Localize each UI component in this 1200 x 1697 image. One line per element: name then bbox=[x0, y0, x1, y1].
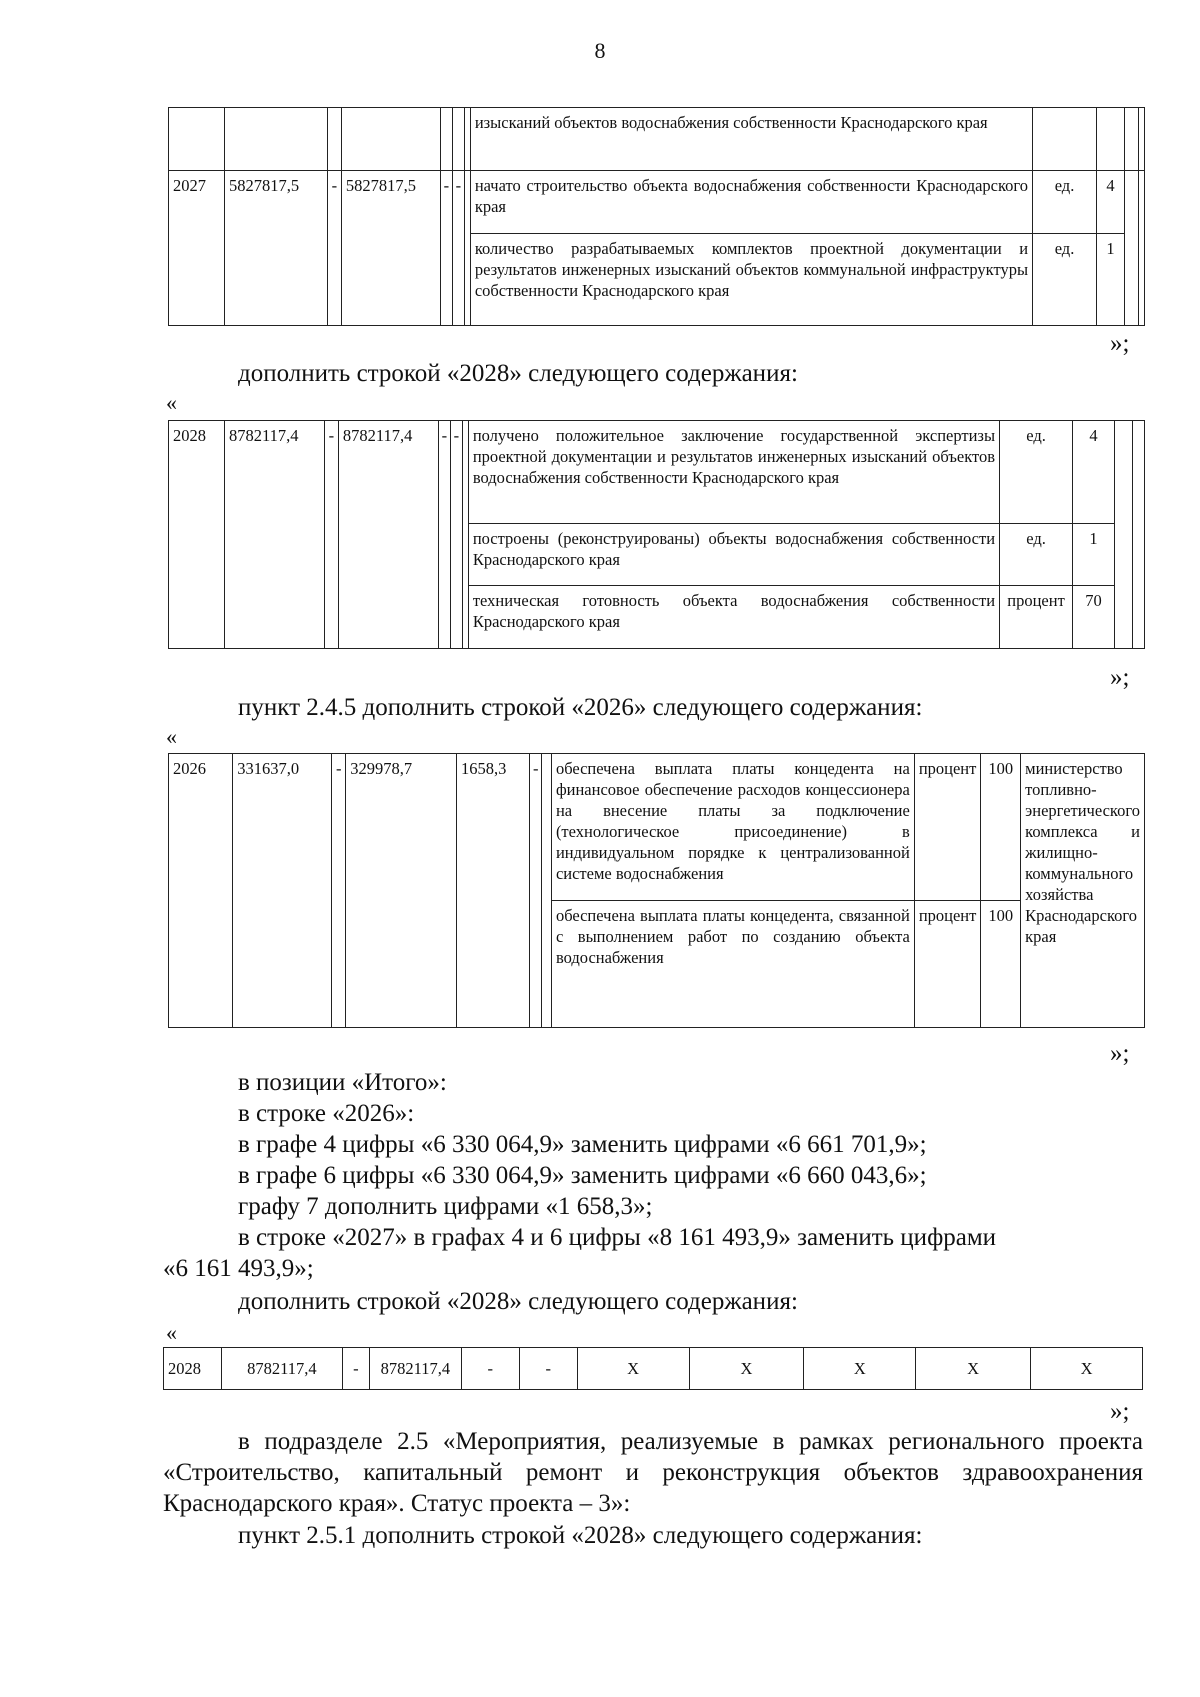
result-text: начато строительство объекта водоснабжения собственности Краснодарского края bbox=[470, 171, 1032, 234]
result-text: количество разрабатываемых комплектов проектной документации и результатов инженерных изысканий объектов коммунальной инфраструктуры собственности Краснодарского края bbox=[470, 234, 1032, 326]
paragraph: дополнить строкой «2028» следующего содержания: bbox=[238, 360, 798, 387]
table-row bbox=[169, 421, 1145, 524]
table-row bbox=[169, 108, 1145, 171]
value-cell: 1 bbox=[1096, 234, 1124, 326]
page-number: 8 bbox=[594, 38, 606, 63]
total-cell: 8782117,4 bbox=[221, 1348, 342, 1390]
closing-quote: »; bbox=[1110, 664, 1130, 691]
unit-cell: ед. bbox=[1000, 421, 1073, 524]
unit-cell: ед. bbox=[1033, 234, 1097, 326]
instruction-line: в графе 4 цифры «6 330 064,9» заменить цифрами «6 661 701,9»; bbox=[238, 1131, 927, 1158]
cell: - bbox=[519, 1348, 577, 1390]
instruction-line: «6 161 493,9»; bbox=[163, 1255, 314, 1282]
instruction-line: в строке «2027» в графах 4 и 6 цифры «8 161 493,9» заменить цифрами bbox=[238, 1224, 997, 1251]
cell: X bbox=[1031, 1348, 1143, 1390]
cell: X bbox=[689, 1348, 804, 1390]
cell: - bbox=[342, 1348, 369, 1390]
cell: - bbox=[440, 171, 452, 326]
opening-quote: « bbox=[166, 724, 177, 749]
result-text: построены (реконструированы) объекты водоснабжения собственности Краснодарского края bbox=[468, 524, 999, 586]
table-row bbox=[169, 171, 1145, 234]
cell: 1658,3 bbox=[456, 754, 529, 1028]
unit-cell: ед. bbox=[1033, 171, 1097, 234]
paragraph: пункт 2.5.1 дополнить строкой «2028» следующего содержания: bbox=[238, 1522, 923, 1549]
opening-quote: « bbox=[166, 1320, 177, 1345]
value-cell: 4 bbox=[1073, 421, 1115, 524]
opening-quote: « bbox=[166, 390, 177, 415]
cell: - bbox=[438, 421, 450, 649]
cell: 8782117,4 bbox=[338, 421, 438, 649]
cell: - bbox=[332, 754, 346, 1028]
table-row bbox=[169, 754, 1145, 901]
cell: - bbox=[530, 754, 542, 1028]
year-cell: 2028 bbox=[169, 421, 225, 649]
paragraph: пункт 2.4.5 дополнить строкой «2026» следующего содержания: bbox=[238, 694, 923, 721]
table-total-2028 bbox=[163, 1347, 1143, 1390]
cell: - bbox=[324, 421, 338, 649]
value-cell: 1 bbox=[1073, 524, 1115, 586]
cell: X bbox=[916, 1348, 1031, 1390]
unit-cell: ед. bbox=[1000, 524, 1073, 586]
total-cell: 331637,0 bbox=[233, 754, 332, 1028]
result-text: техническая готовность объекта водоснабжения собственности Краснодарского края bbox=[468, 586, 999, 649]
cell: - bbox=[452, 171, 464, 326]
executor-cell: министерство топливно-энергетического комплекса и жилищно-коммунального хозяйства Краснодарского края bbox=[1021, 754, 1145, 1028]
cell: - bbox=[461, 1348, 519, 1390]
paragraph: в подразделе 2.5 «Мероприятия, реализуемые в рамках регионального проекта «Строительство, капитальный ремонт и реконструкция объектов здравоохранения Краснодарского края». Статус проекта – 3»: bbox=[163, 1428, 1143, 1517]
closing-quote: »; bbox=[1110, 330, 1130, 357]
result-text: обеспечена выплата платы концедента, связанной с выполнением работ по созданию объекта водоснабжения bbox=[551, 901, 914, 1028]
cell: 5827817,5 bbox=[341, 171, 440, 326]
instruction-line: графу 7 дополнить цифрами «1 658,3»; bbox=[238, 1193, 653, 1220]
cell: 8782117,4 bbox=[369, 1348, 461, 1390]
value-cell: 100 bbox=[981, 754, 1021, 901]
instruction-line: в строке «2026»: bbox=[238, 1100, 415, 1127]
result-text: получено положительное заключение государственной экспертизы проектной документации и результатов инженерных изысканий объектов водоснабжения собственности Краснодарского края bbox=[468, 421, 999, 524]
value-cell: 4 bbox=[1096, 171, 1124, 234]
unit-cell: процент bbox=[1000, 586, 1073, 649]
value-cell: 70 bbox=[1073, 586, 1115, 649]
cell: - bbox=[327, 171, 341, 326]
result-text: обеспечена выплата платы концедента на финансовое обеспечение расходов концессионера на внесение платы за подключение (технологическое присоединение) в индивидуальном порядке к централизованной системе водоснабжения bbox=[551, 754, 914, 901]
instruction-line: в графе 6 цифры «6 330 064,9» заменить цифрами «6 660 043,6»; bbox=[238, 1162, 927, 1189]
closing-quote: »; bbox=[1110, 1398, 1130, 1425]
year-cell: 2027 bbox=[169, 171, 225, 326]
table-continuation-2027 bbox=[168, 107, 1145, 326]
year-cell: 2026 bbox=[169, 754, 233, 1028]
table-2026 bbox=[168, 753, 1145, 1028]
table-row bbox=[164, 1348, 1143, 1390]
cell: X bbox=[577, 1348, 689, 1390]
cell: - bbox=[450, 421, 462, 649]
result-text: изысканий объектов водоснабжения собственности Краснодарского края bbox=[470, 108, 1032, 171]
unit-cell: процент bbox=[914, 754, 981, 901]
value-cell: 100 bbox=[981, 901, 1021, 1028]
total-cell: 8782117,4 bbox=[224, 421, 324, 649]
total-cell: 5827817,5 bbox=[224, 171, 327, 326]
instruction-line: дополнить строкой «2028» следующего содержания: bbox=[238, 1288, 798, 1315]
instruction-line: в позиции «Итого»: bbox=[238, 1069, 447, 1096]
unit-cell: процент bbox=[914, 901, 981, 1028]
closing-quote: »; bbox=[1110, 1040, 1130, 1067]
cell: 329978,7 bbox=[346, 754, 457, 1028]
cell: X bbox=[804, 1348, 916, 1390]
year-cell: 2028 bbox=[164, 1348, 222, 1390]
table-2028 bbox=[168, 420, 1145, 649]
